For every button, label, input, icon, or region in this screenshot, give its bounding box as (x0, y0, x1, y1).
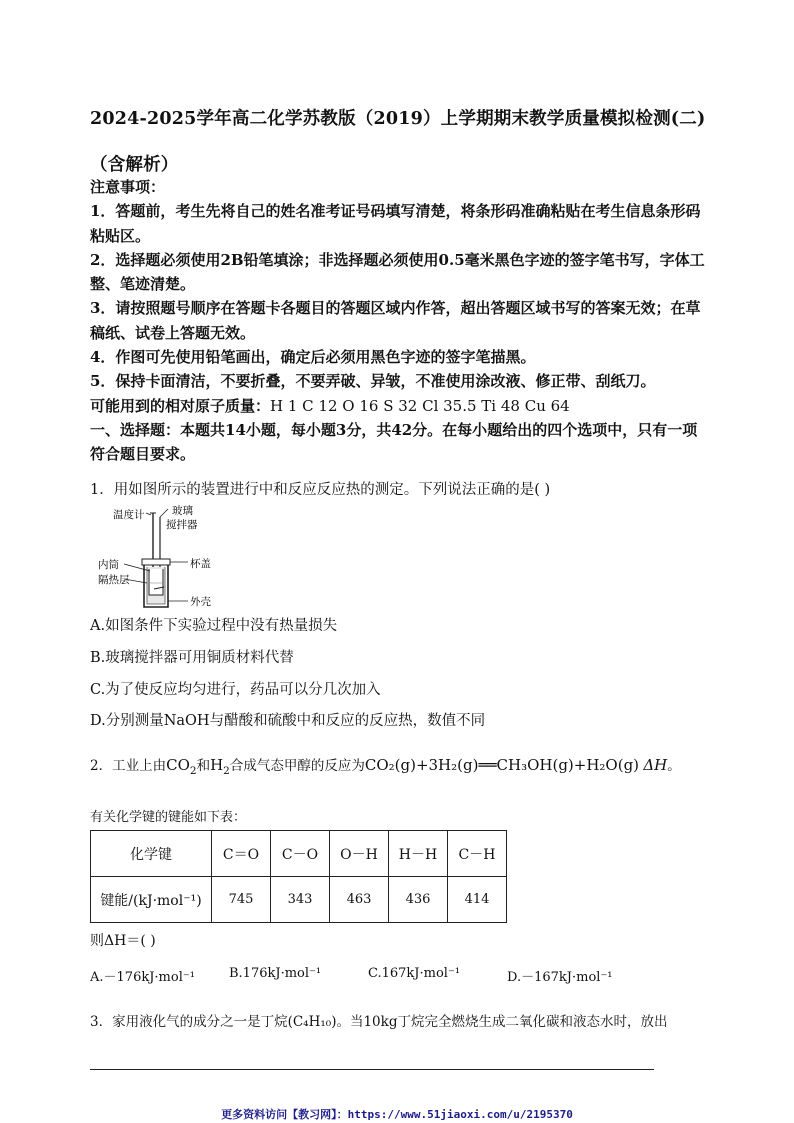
exam-instructions (90, 175, 710, 467)
inner-cylinder (149, 569, 163, 595)
question-1-option-b: B.玻璃搅拌器可用铜质材料代替 (90, 650, 294, 666)
question-1-option-d: D.分别测量NaOH与醋酸和硫酸中和反应的反应热，数值不同 (90, 713, 486, 729)
q2-prefix: 2．工业上由 (90, 758, 167, 774)
question-2-stem (90, 754, 710, 777)
question-2-option-a: A.－176kJ·mol⁻¹ (90, 970, 195, 985)
q2-h2: $H_2$ (210, 756, 230, 777)
label-thermometer: 温度计 (113, 509, 145, 521)
note-item-2: 2．选择题必须使用2B铅笔填涂；非选择题必须使用0.5毫米黑色字迹的签字笔书写，字体工整、笔迹清楚。 (90, 250, 705, 294)
q2-co2: $CO_2$ (166, 756, 197, 777)
q2-and: 和 (196, 758, 211, 774)
notes-heading: 注意事项： (90, 178, 166, 196)
bond-cell: O－H (330, 831, 389, 877)
note-item-3: 3．请按照题号顺序在答题卡各题目的答题区域内作答，超出答题区域书写的答案无效；在草稿纸、试卷上答题无效。 (90, 299, 701, 342)
table-row (91, 877, 507, 923)
label-lid: 杯盖 (190, 558, 211, 570)
energy-cell: 414 (448, 877, 507, 923)
atomic-mass-values: H 1 C 12 O 16 S 32 Cl 35.5 Ti 48 Cu 64 (270, 396, 570, 415)
calorimeter-diagram (98, 503, 238, 611)
bond-energy-table (90, 830, 507, 923)
q2-equation: CO₂(g)+3H₂(g)══CH₃OH(g)+H₂O(g) (364, 756, 640, 774)
label-insulation: 隔热层 (98, 574, 130, 586)
question-1-stem: 1．用如图所示的装置进行中和反应反应热的测定。下列说法正确的是( ) (90, 482, 551, 498)
bond-cell: C－H (448, 831, 507, 877)
atomic-mass-label: 可能用到的相对原子质量： (90, 396, 271, 415)
atomic-mass-line (90, 394, 710, 418)
q2-delta-h: ΔH (643, 756, 668, 774)
note-item-4: 4．作图可先使用铅笔画出，确定后必须用黑色字迹的签字笔描黑。 (90, 348, 536, 367)
table-row (91, 831, 507, 877)
question-2-option-b: B.176kJ·mol⁻¹ (229, 966, 322, 981)
exam-title-line1: 2024-2025学年高二化学苏教版（2019）上学期期末教学质量模拟检测(二) (90, 109, 706, 129)
bond-row-label: 化学键 (91, 831, 212, 877)
exam-title-line2: （含解析） (90, 155, 179, 175)
footer-divider (90, 1069, 654, 1070)
energy-cell: 436 (389, 877, 448, 923)
label-stirrer-1: 玻璃 (172, 505, 193, 517)
energy-cell: 745 (212, 877, 271, 923)
bond-cell: C＝O (212, 831, 271, 877)
question-1-option-a: A.如图条件下实验过程中没有热量损失 (90, 618, 338, 634)
label-stirrer-2: 搅拌器 (166, 519, 198, 531)
energy-row-label: 键能/(kJ·mol⁻¹) (91, 877, 212, 923)
energy-cell: 343 (271, 877, 330, 923)
q2-period: 。 (667, 758, 681, 774)
label-inner-cylinder: 内筒 (98, 559, 119, 571)
label-shell: 外壳 (190, 596, 211, 608)
note-item-5: 5．保持卡面清洁，不要折叠，不要弄破、异皱，不准使用涂改液、修正带、刮纸刀。 (90, 372, 656, 391)
question-1-option-c: C.为了使反应均匀进行，药品可以分几次加入 (90, 682, 381, 698)
energy-cell: 463 (330, 877, 389, 923)
bond-cell: H－H (389, 831, 448, 877)
question-2-ask: 则ΔH＝( ) (90, 933, 156, 949)
calorimeter-lid (142, 559, 170, 565)
footer-link[interactable]: 更多资料访问【教习网】：https://www.51jiaoxi.com/u/2195370 (221, 1108, 573, 1121)
bond-table-lead: 有关化学键的键能如下表： (90, 810, 247, 825)
bond-cell: C－O (271, 831, 330, 877)
question-2-option-c: C.167kJ·mol⁻¹ (368, 966, 461, 981)
question-2-option-d: D.－167kJ·mol⁻¹ (507, 970, 613, 985)
section-heading: 一、选择题：本题共14小题，每小题3分，共42分。在每小题给出的四个选项中，只有一项符合题目要求。 (90, 420, 698, 464)
note-item-1: 1．答题前，考生先将自己的姓名准考证号码填写清楚，将条形码准确粘贴在考生信息条形码粘贴区。 (90, 202, 701, 245)
question-3-stem: 3．家用液化气的成分之一是丁烷(C₄H₁₀)。当10kg丁烷完全燃烧生成二氧化碳和液态水时，放出 (90, 1014, 668, 1030)
q2-mid: 合成气态甲醇的反应为 (229, 758, 365, 774)
